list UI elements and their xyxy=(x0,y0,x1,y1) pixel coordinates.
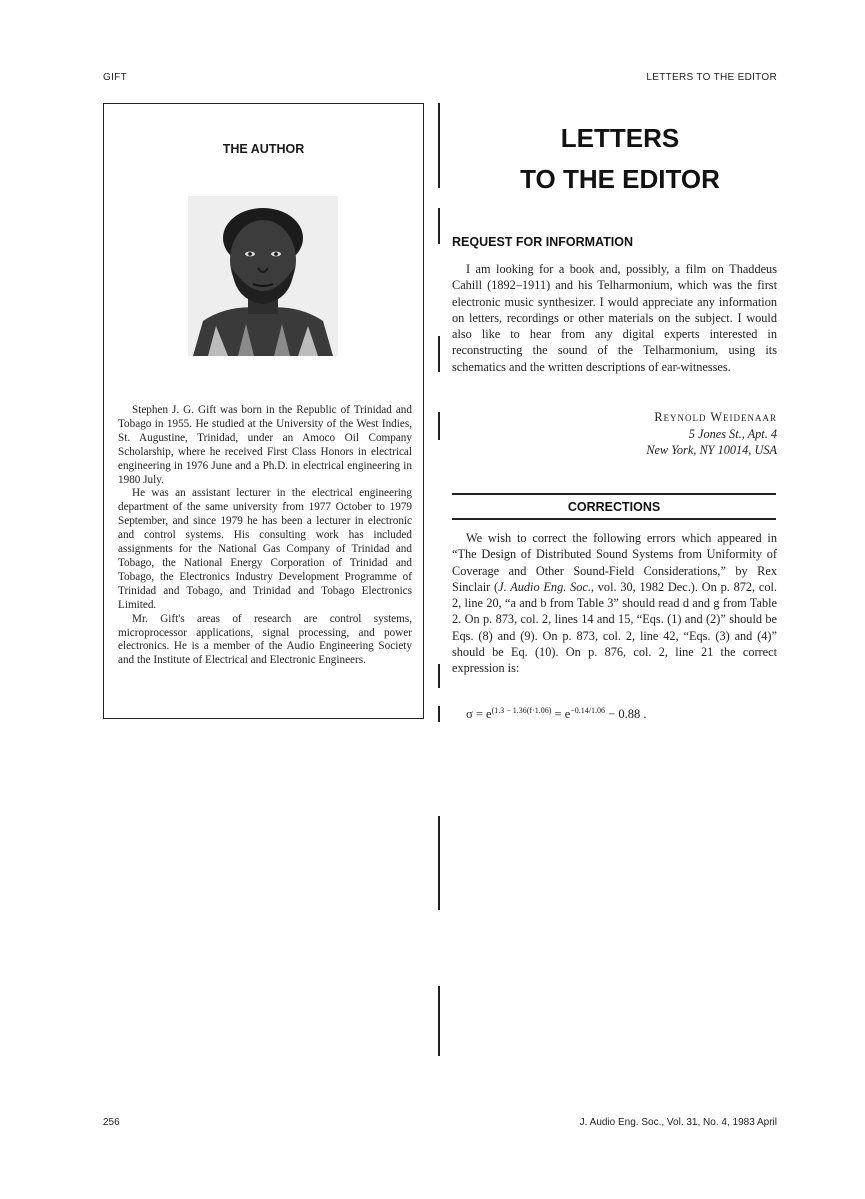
request-body xyxy=(452,261,777,375)
column-rule xyxy=(438,336,440,372)
author-box-title: THE AUTHOR xyxy=(222,142,305,156)
running-header-left: GIFT xyxy=(103,72,127,83)
bio-paragraph: Mr. Gift's areas of research are control systems, microprocessor applications, signal processing, and power electronics. He is a member of the Audio Engineering Society and the Institute of Electrical and Electronic Engineers. xyxy=(118,612,412,667)
column-rule xyxy=(438,986,440,1056)
corrections-text-part1: We wish to correct the following errors which appeared in “The Design of Distributed Sound Systems from Uniformity of Coverage and Other Sound-Field Considerations,” by Rex Sinclair ( xyxy=(452,531,777,594)
column-rule xyxy=(438,664,440,688)
signature-address-line2: New York, NY 10014, USA xyxy=(646,443,777,457)
page-title-line1: LETTERS xyxy=(560,123,680,153)
section-divider xyxy=(452,518,776,520)
section-divider xyxy=(452,493,776,495)
corrections-text-part2: , vol. 30, 1982 Dec.). On p. 872, col. 2, line 20, “a and b from Table 3” should read d and g from Table 2. On p. 873, col. 2, lines 14 and 15, “Eqs. (1) and (2)” should be Eqs. (8) and (9). On p. 873, col. 2, line 42, “Eqs. (3) and (4)” should be Eq. (10). On p. 876, col. 2, line 21 the correct expression is: xyxy=(452,579,777,676)
column-rule xyxy=(438,208,440,244)
author-bio xyxy=(118,404,412,668)
journal-footer: J. Audio Eng. Soc., Vol. 31, No. 4, 1983 April xyxy=(579,1117,777,1128)
bio-paragraph: Stephen J. G. Gift was born in the Republic of Trinidad and Tobago in 1955. He studied at the University of the West Indies, St. Augustine, Trinidad, under an Amoco Oil Company Scholarship, where he received First Class Honors in electrical engineering in 1976 June and a Ph.D. in electrical engineering in 1980 July. xyxy=(118,404,412,486)
signature-address-line1: 5 Jones St., Apt. 4 xyxy=(688,427,777,441)
page-number: 256 xyxy=(103,1117,120,1128)
equation-exponent-1: (1.3 − 1.36(f·1.06) xyxy=(491,706,552,715)
page-title xyxy=(455,118,785,200)
page-title-line2: TO THE EDITOR xyxy=(520,164,720,194)
column-rule xyxy=(438,103,440,188)
column-rule xyxy=(438,412,440,440)
correction-equation xyxy=(466,706,646,722)
equation-rhs: − 0.88 . xyxy=(605,707,647,722)
corrections-paragraph xyxy=(452,530,777,677)
journal-citation: J. Audio Eng. Soc. xyxy=(498,579,591,594)
request-paragraph: I am looking for a book and, possibly, a film on Thaddeus Cahill (1892–1911) and his Telharmonium, which was the first electronic music synthesizer. I would appreciate any information on letters, recordings or other materials on the subject. I would also like to hear from any digital experts interested in reconstructing the sound of the Telharmonium, using its schematics and the written descriptions of ear-witnesses. xyxy=(452,262,777,374)
corrections-heading: CORRECTIONS xyxy=(567,500,661,514)
equation-exponent-2: −0.14/1.06 xyxy=(570,706,606,715)
signature-name: Reynold Weidenaar xyxy=(654,410,777,424)
author-box xyxy=(103,103,424,719)
corrections-body xyxy=(452,530,777,677)
author-portrait-icon xyxy=(188,196,338,356)
column-rule xyxy=(438,706,440,722)
column-rule xyxy=(438,816,440,910)
equation-lhs: σ = e xyxy=(466,707,492,722)
equation-mid: = e xyxy=(551,707,571,722)
author-photo xyxy=(188,196,338,356)
running-header-right: LETTERS TO THE EDITOR xyxy=(646,72,777,83)
bio-paragraph: He was an assistant lecturer in the electrical engineering department of the same university from 1977 October to 1979 September, and since 1979 he has been a lecturer in electronic and control systems. His consulting work has included assignments for the National Gas Company of Trinidad and Tobago, the National Energy Corporation of Trinidad and Tobago, the Electronics Industry Development Programme of Trinidad and Tobago, and Trinidad and Tobago Electronics Limited. xyxy=(118,487,412,611)
request-heading: REQUEST FOR INFORMATION xyxy=(452,235,634,249)
